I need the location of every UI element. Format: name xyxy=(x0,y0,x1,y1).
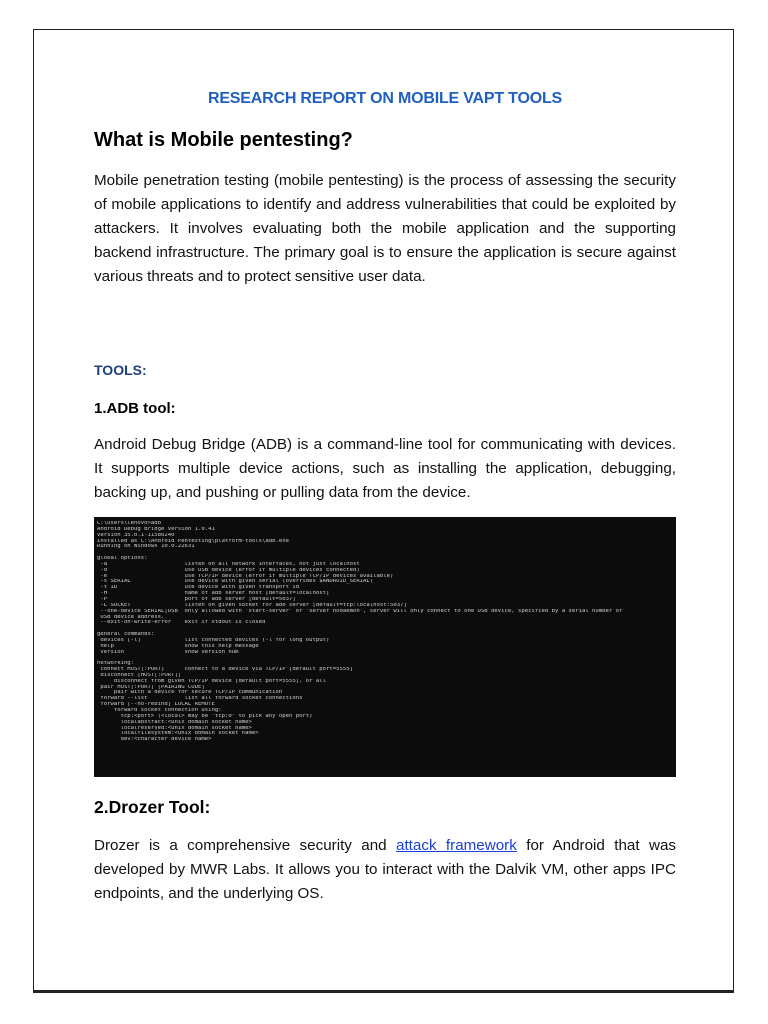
terminal-line: --exit-on-write-error exit if stdout is closed xyxy=(97,620,266,626)
terminal-line: -t ID use device with given transport id xyxy=(97,585,300,591)
terminal-line: C:\Users\lenovo>adb xyxy=(97,521,161,526)
terminal-line: networking: xyxy=(97,661,135,667)
terminal-line: -L SOCKET listen on given socket for adb server [default=tcp:localhost:5037] xyxy=(97,602,407,608)
tools-label: TOOLS: xyxy=(94,362,147,378)
drozer-tool-heading: 2.Drozer Tool: xyxy=(94,797,211,817)
drozer-text-after-link: for Android that was developed by MWR Labs. It allows you to interact with the Dalvik VM, other apps IPC endpoints, and the underlying OS. xyxy=(94,837,676,902)
terminal-line: devices [-l] list connected devices (-l for long output) xyxy=(97,637,330,643)
terminal-line: forward --list list all forward socket connections xyxy=(97,696,303,702)
terminal-line: global options: xyxy=(97,556,148,562)
terminal-line: USB device address. xyxy=(97,614,165,620)
terminal-line: forward socket connection using: xyxy=(97,708,222,713)
terminal-line: pair HOST[:PORT] [PAIRING CODE] xyxy=(97,684,205,690)
heading-what-is-mobile-pentesting: What is Mobile pentesting? xyxy=(94,129,353,151)
drozer-paragraph xyxy=(94,834,676,906)
intro-paragraph: Mobile penetration testing (mobile pentesting) is the process of assessing the security of mobile applications to identify and address vulnerabilities that could be exploited by attackers. It involves evaluating both the mobile application and the supporting backend infrastructure. The primary goal is to ensure the application is secure against various threats and to protect sensitive user data. xyxy=(94,172,676,285)
report-title: RESEARCH REPORT ON MOBILE VAPT TOOLS xyxy=(207,90,562,107)
terminal-line: -P port of adb server [default=5037] xyxy=(97,596,296,602)
adb-terminal-screenshot xyxy=(94,517,676,777)
terminal-line: general commands: xyxy=(97,632,155,638)
terminal-line: -H name of adb server host [default=localhost] xyxy=(97,591,330,597)
terminal-line: forward [--no-rebind] LOCAL REMOTE xyxy=(97,702,215,708)
terminal-line: tcp:<port> (<local> may be "tcp:0" to pick any open port) xyxy=(97,713,313,719)
drozer-text-before-link: Drozer is a comprehensive security and xyxy=(94,837,397,854)
document-page xyxy=(33,29,734,993)
terminal-line: disconnect from given TCP/IP device [default port=5555], or all xyxy=(97,678,327,684)
terminal-line: Installed as C:\Android Pentesting\platform-tools\adb.exe xyxy=(97,538,289,544)
terminal-line: help show this help message xyxy=(97,643,259,649)
adb-paragraph: Android Debug Bridge (ADB) is a command-line tool for communicating with devices. It supports multiple device actions, such as installing the application, debugging, backing up, and pushing or pulling data from the device. xyxy=(94,436,676,501)
terminal-line: -a listen on all network interfaces, not just localhost xyxy=(97,561,360,567)
terminal-line: localreserved:<unix domain socket name> xyxy=(97,725,252,731)
terminal-line: connect HOST[:PORT] connect to a device via TCP/IP [default port=5555] xyxy=(97,667,353,673)
terminal-line: pair with a device for secure TCP/IP communication xyxy=(97,690,283,696)
terminal-line: Running on Windows 10.0.22631 xyxy=(97,544,195,550)
terminal-line: localfilesystem:<unix domain socket name> xyxy=(97,731,259,737)
terminal-line: dev:<character device name> xyxy=(97,737,212,743)
terminal-line: -d use USB device (error if multiple devices connected) xyxy=(97,567,360,573)
terminal-line: version show version num xyxy=(97,649,239,655)
terminal-line: disconnect [HOST[:PORT]] xyxy=(97,672,182,678)
terminal-line: Version 35.0.1-11580240 xyxy=(97,532,175,538)
terminal-line: localabstract:<unix domain socket name> xyxy=(97,719,252,725)
terminal-line: --one-device SERIAL|USB only allowed with 'start-server' or 'server nodaemon', server will only connect to one USB device, specified by a serial number or xyxy=(97,608,623,614)
terminal-line: Android Debug Bridge version 1.0.41 xyxy=(97,526,215,532)
attack-framework-link[interactable]: attack framework xyxy=(396,837,517,854)
terminal-line: -s SERIAL use device with given serial (overrides $ANDROID_SERIAL) xyxy=(97,579,374,585)
terminal-line: -e use TCP/IP device (error if multiple TCP/IP devices available) xyxy=(97,573,394,579)
adb-tool-heading: 1.ADB tool: xyxy=(94,400,176,417)
